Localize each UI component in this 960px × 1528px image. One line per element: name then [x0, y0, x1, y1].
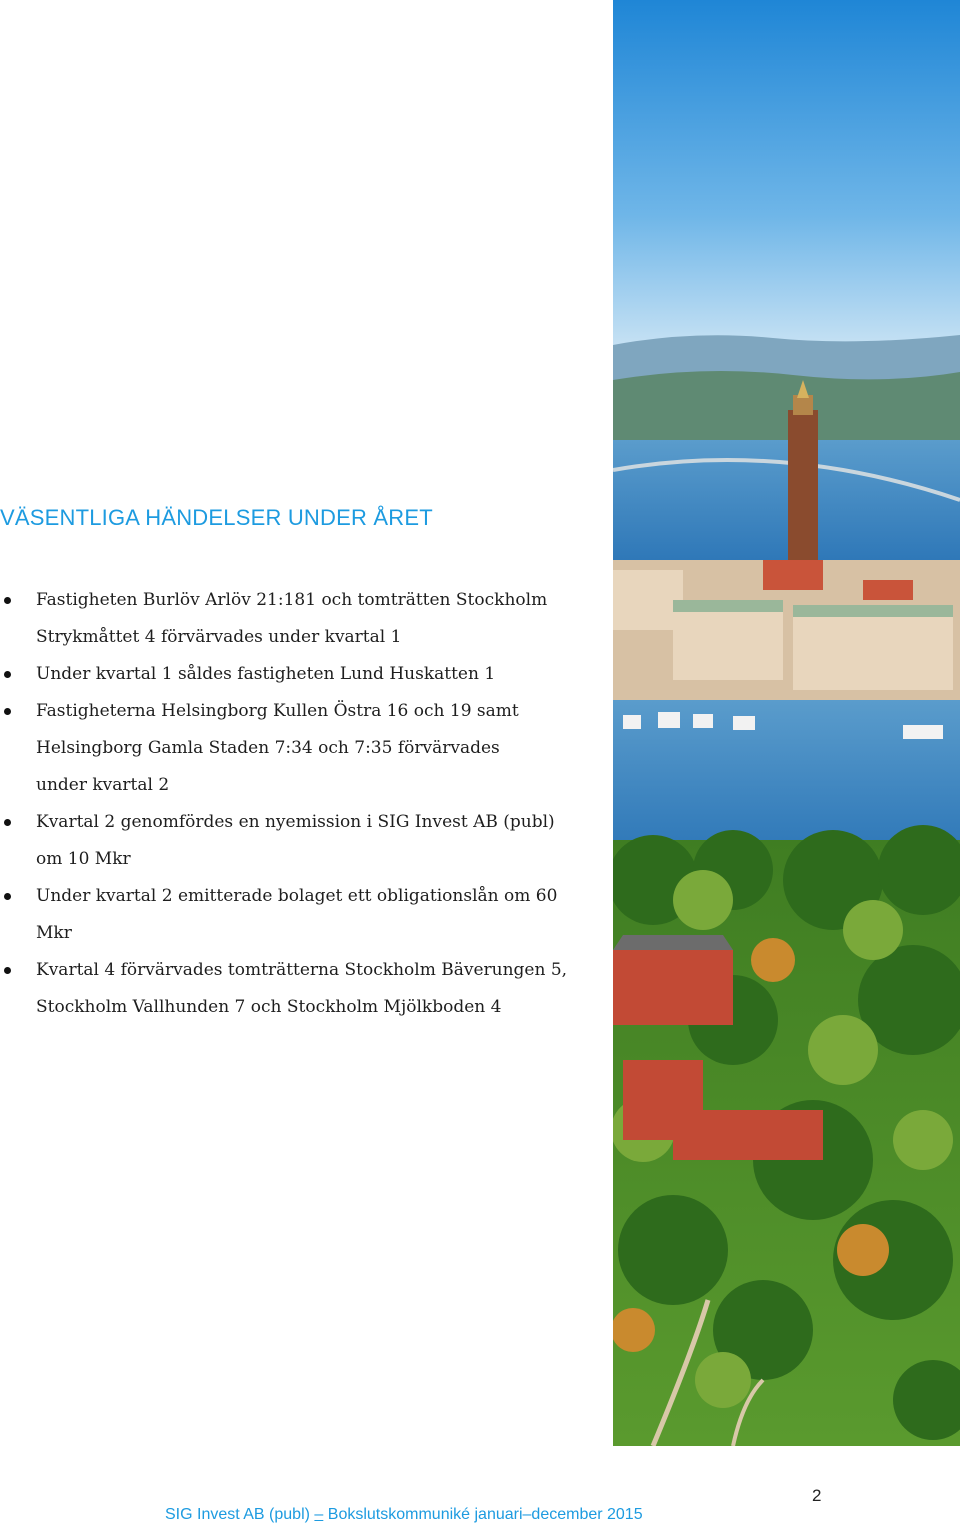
section-heading: VÄSENTLIGA HÄNDELSER UNDER ÅRET	[0, 505, 433, 530]
page-footer	[165, 1506, 643, 1524]
list-item	[0, 693, 536, 804]
footer-company: SIG Invest AB (publ)	[165, 1506, 310, 1523]
footer-report-title: Bokslutskommuniké januari–december 2015	[327, 1506, 643, 1523]
list-item	[0, 656, 600, 693]
bullet-icon	[4, 893, 11, 900]
list-item-text: Under kvartal 2 emitterade bolaget ett obligationslån om 60 Mkr	[36, 886, 558, 943]
list-item	[0, 878, 568, 952]
bullet-icon	[4, 967, 11, 974]
list-item	[0, 952, 588, 1026]
list-item-text: Kvartal 4 förvärvades tomträtterna Stockholm Bäverungen 5, Stockholm Vallhunden 7 och Stockholm Mjölkboden 4	[36, 960, 568, 1017]
bullet-icon	[4, 597, 11, 604]
city-aerial-photo	[613, 0, 960, 1446]
list-item	[0, 582, 564, 656]
bullet-icon	[4, 708, 11, 715]
list-item-text: Under kvartal 1 såldes fastigheten Lund Huskatten 1	[36, 664, 496, 684]
bullet-icon	[4, 671, 11, 678]
list-item-text: Kvartal 2 genomfördes en nyemission i SIG Invest AB (publ) om 10 Mkr	[36, 812, 555, 869]
footer-separator: –	[314, 1506, 324, 1523]
page-number: 2	[812, 1486, 822, 1505]
list-item-text: Fastigheterna Helsingborg Kullen Östra 16 och 19 samt Helsingborg Gamla Staden 7:34 och 7:35 förvärvades under kvartal 2	[36, 701, 519, 795]
bullet-icon	[4, 819, 11, 826]
events-list	[0, 582, 600, 1026]
list-item-text: Fastigheten Burlöv Arlöv 21:181 och tomträtten Stockholm Strykmåttet 4 förvärvades under kvartal 1	[36, 590, 548, 647]
list-item	[0, 804, 568, 878]
